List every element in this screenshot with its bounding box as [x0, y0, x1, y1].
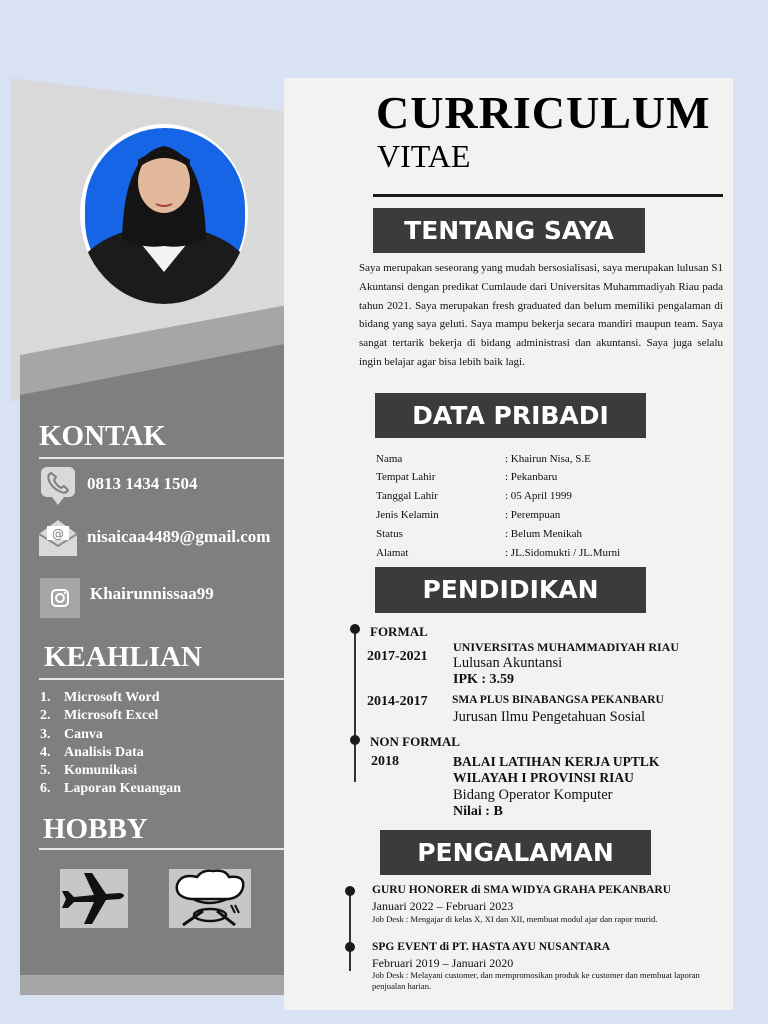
- contact-heading: KONTAK: [39, 420, 166, 452]
- skill-item: 2. Microsoft Excel: [40, 708, 159, 724]
- personal-label: Tempat Lahir: [376, 471, 436, 483]
- skill-item: 4. Analisis Data: [40, 744, 144, 760]
- edu-program: Lulusan Akuntansi: [453, 655, 563, 671]
- personal-heading: DATA PRIBADI: [375, 393, 646, 438]
- about-text: Saya merupakan seseorang yang mudah bersosialisasi, saya merupakan lulusan S1 Akuntansi dengan predikat Cumlaude dari Universitas Muhammadiyah Riau pada tahun 2021. Saya merupakan fresh graduated dan belum memiliki pengalaman di bidang yang saya geluti. Saya mampu bekerja secara mandiri maupun team. Saya sangat tertarik bekerja di bidang administrasi dan akuntansi. Saya juga selalu ingin belajar agar bisa lebih baik lagi.: [359, 262, 723, 368]
- personal-value: : Perempuan: [505, 509, 561, 521]
- personal-label: Tanggal Lahir: [376, 490, 438, 502]
- skills-divider: [39, 678, 288, 680]
- timeline-dot: [345, 942, 355, 952]
- education-timeline: [354, 630, 356, 782]
- instagram-icon: [40, 578, 80, 623]
- experience-date: Januari 2022 – Februari 2023: [372, 899, 514, 913]
- skill-item: 1. Microsoft Word: [40, 690, 160, 705]
- formal-label: FORMAL: [370, 624, 428, 639]
- personal-label: Jenis Kelamin: [376, 509, 439, 521]
- skills-list: [40, 689, 181, 799]
- personal-value: : JL.Sidomukti / JL.Murni: [505, 547, 621, 559]
- edu-result: IPK : 3.59: [453, 672, 515, 687]
- edu-institution: BALAI LATIHAN KERJA UPTLK: [453, 754, 660, 769]
- airplane-icon: [60, 869, 128, 928]
- personal-label: Status: [376, 528, 403, 540]
- experience-title: SPG EVENT di PT. HASTA AYU NUSANTARA: [372, 941, 611, 953]
- profile-photo: [80, 124, 248, 304]
- edu-years: 2018: [371, 754, 399, 769]
- email-icon: [37, 518, 79, 563]
- cv-title: CURRICULUM: [376, 87, 711, 138]
- contact-email: nisaicaa4489@gmail.com: [87, 527, 271, 546]
- personal-value: : Khairun Nisa, S.E: [505, 453, 591, 465]
- experience-date: Februari 2019 – Januari 2020: [372, 956, 514, 970]
- personal-label: Nama: [376, 453, 403, 465]
- experience-description: Job Desk : Melayani customer, dan mempromosikan produk ke customer dan membuat laporan penjualan harian.: [372, 970, 700, 991]
- edu-institution: UNIVERSITAS MUHAMMADIYAH RIAU: [453, 640, 680, 654]
- contact-instagram: Khairunnissaa99: [90, 584, 214, 603]
- hobby-divider: [39, 848, 288, 850]
- skill-item: 6. Laporan Keuangan: [40, 781, 182, 797]
- personal-label: Alamat: [376, 547, 409, 559]
- personal-value: : Pekanbaru: [505, 471, 558, 483]
- edu-institution: SMA PLUS BINABANGSA PEKANBARU: [452, 694, 664, 706]
- title-divider: [373, 194, 723, 197]
- skills-heading: KEAHLIAN: [44, 641, 202, 673]
- education-heading: PENDIDIKAN: [375, 567, 646, 613]
- svg-text:@: @: [52, 527, 64, 541]
- edu-result: Nilai : B: [453, 804, 503, 819]
- experience-title: GURU HONORER di SMA WIDYA GRAHA PEKANBARU: [372, 884, 672, 896]
- chef-hat-icon: [169, 869, 251, 928]
- edu-program: Jurusan Ilmu Pengetahuan Sosial: [453, 709, 646, 725]
- contact-phone: 0813 1434 1504: [87, 474, 198, 493]
- experience-timeline: [349, 891, 351, 971]
- personal-value: : Belum Menikah: [505, 528, 582, 540]
- timeline-dot: [350, 624, 360, 634]
- edu-program: Bidang Operator Komputer: [453, 787, 613, 803]
- skill-item: 3. Canva: [40, 726, 103, 742]
- experience-heading: PENGALAMAN: [380, 830, 651, 875]
- edu-years: 2014-2017: [367, 694, 428, 709]
- timeline-dot: [345, 886, 355, 896]
- skill-item: 5. Komunikasi: [40, 763, 138, 779]
- nonformal-label: NON FORMAL: [370, 734, 460, 749]
- cv-subtitle: VITAE: [377, 138, 471, 174]
- contact-divider: [39, 457, 288, 459]
- edu-years: 2017-2021: [367, 649, 428, 664]
- personal-value: : 05 April 1999: [505, 490, 572, 502]
- phone-icon: [40, 466, 76, 511]
- edu-institution: WILAYAH I PROVINSI RIAU: [453, 770, 634, 785]
- about-heading: TENTANG SAYA: [373, 208, 645, 253]
- timeline-dot: [350, 735, 360, 745]
- experience-description: Job Desk : Mengajar di kelas X, XI dan XII, membuat modul ajar dan rapor murid.: [372, 914, 658, 924]
- hobby-heading: HOBBY: [43, 813, 148, 845]
